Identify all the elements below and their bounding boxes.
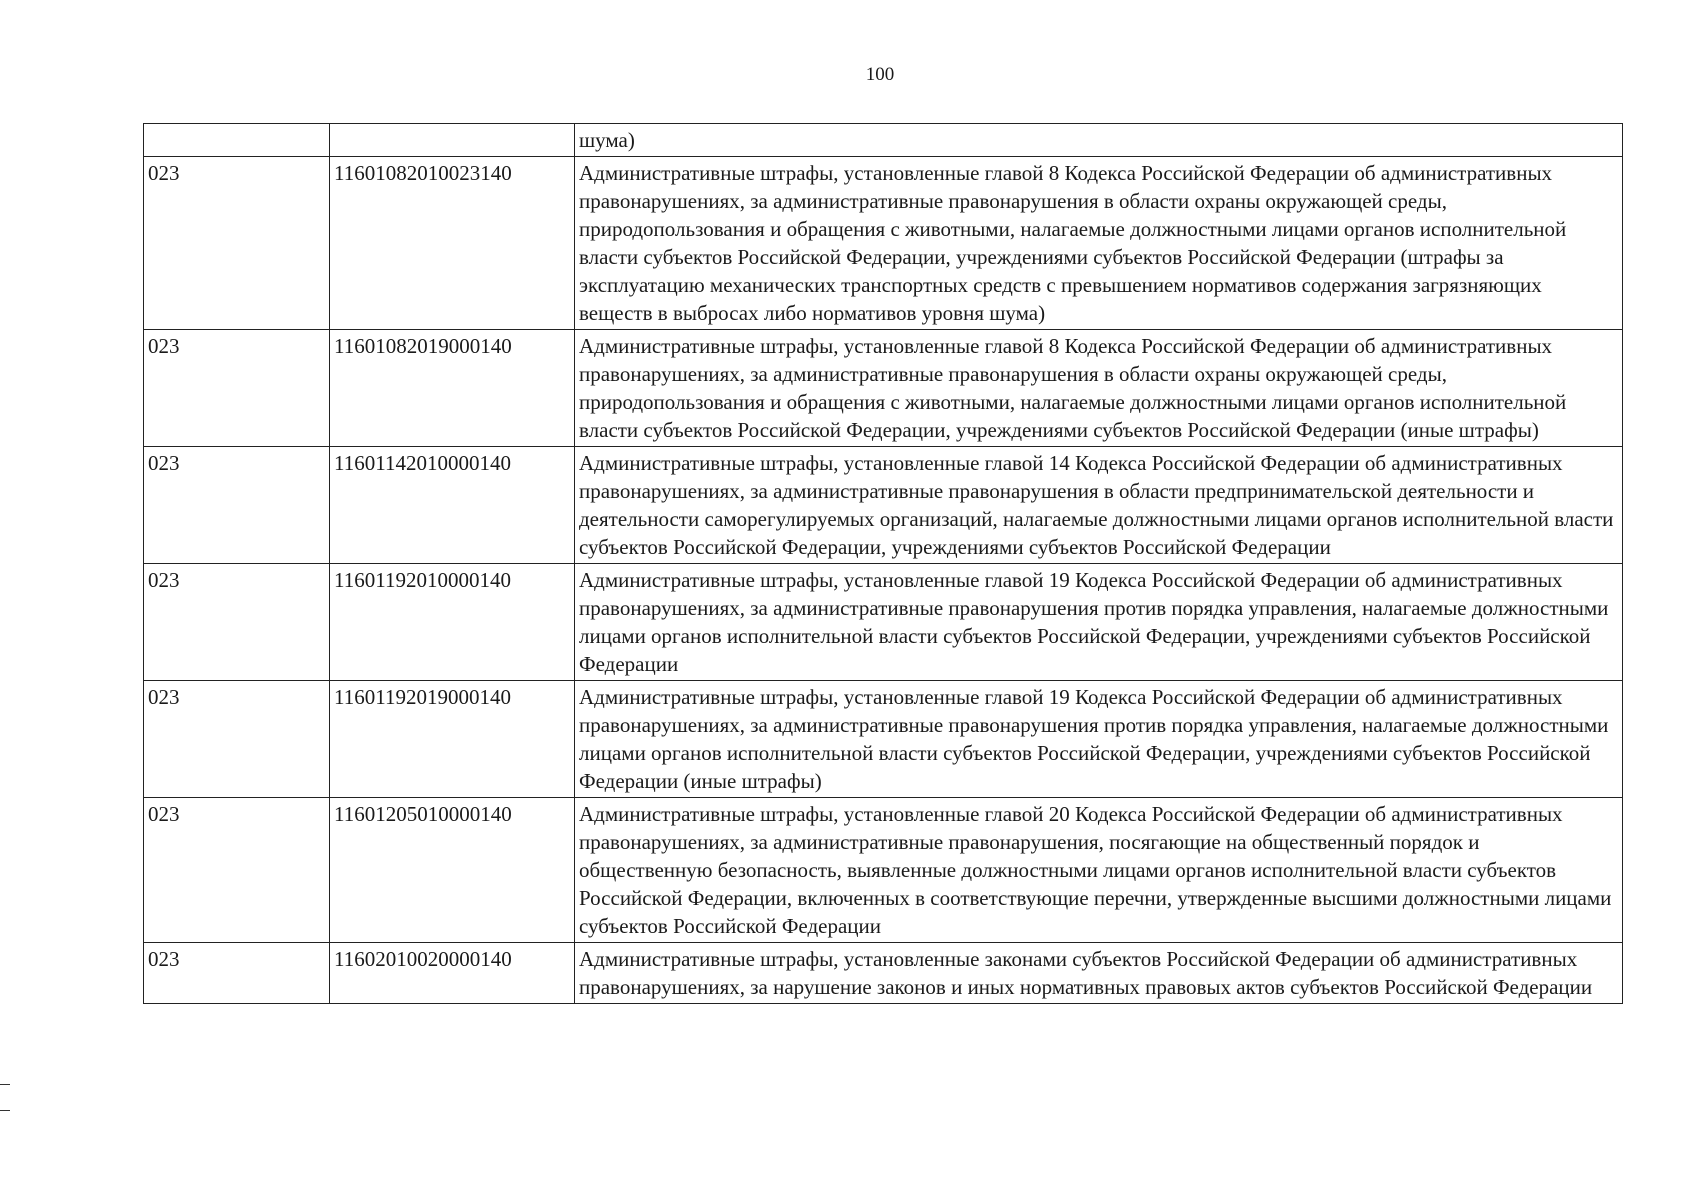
description-cell: Административные штрафы, установленные главой 19 Кодекса Российской Федерации об административных правонарушениях, за административные правонарушения против порядка управления, налагаемые должностными лицами органов исполнительной власти субъектов Российской Федерации, учреждениями субъектов Российской Федерации: [575, 564, 1623, 681]
budget-code-cell: 11601082019000140: [330, 330, 575, 447]
table-row: [144, 798, 1623, 943]
admin-code-cell: 023: [144, 157, 330, 330]
admin-code-cell: 023: [144, 681, 330, 798]
admin-code-cell: 023: [144, 798, 330, 943]
margin-mark: [0, 1084, 10, 1085]
budget-code-cell: 11602010020000140: [330, 943, 575, 1004]
budget-code-cell: 11601192019000140: [330, 681, 575, 798]
table-row: [144, 447, 1623, 564]
admin-code-cell: 023: [144, 564, 330, 681]
budget-codes-table: [143, 123, 1623, 1004]
admin-code-cell: 023: [144, 330, 330, 447]
admin-code-cell: 023: [144, 943, 330, 1004]
budget-code-cell: 11601192010000140: [330, 564, 575, 681]
table-row: [144, 943, 1623, 1004]
page-number: 100: [865, 64, 895, 85]
admin-code-cell: 023: [144, 447, 330, 564]
budget-code-cell: 11601142010000140: [330, 447, 575, 564]
admin-code-cell: [144, 124, 330, 157]
description-cell: шума): [575, 124, 1623, 157]
table-row: [144, 330, 1623, 447]
description-cell: Административные штрафы, установленные законами субъектов Российской Федерации об административных правонарушениях, за нарушение законов и иных нормативных правовых актов субъектов Российской Федерации: [575, 943, 1623, 1004]
description-cell: Административные штрафы, установленные главой 8 Кодекса Российской Федерации об административных правонарушениях, за административные правонарушения в области охраны окружающей среды, природопользования и обращения с животными, налагаемые должностными лицами органов исполнительной власти субъектов Российской Федерации, учреждениями субъектов Российской Федерации (иные штрафы): [575, 330, 1623, 447]
margin-mark: [0, 1110, 10, 1111]
table-row: [144, 124, 1623, 157]
description-cell: Административные штрафы, установленные главой 8 Кодекса Российской Федерации об административных правонарушениях, за административные правонарушения в области охраны окружающей среды, природопользования и обращения с животными, налагаемые должностными лицами органов исполнительной власти субъектов Российской Федерации, учреждениями субъектов Российской Федерации (штрафы за эксплуатацию механических транспортных средств с превышением нормативов содержания загрязняющих веществ в выбросах либо нормативов уровня шума): [575, 157, 1623, 330]
budget-code-cell: [330, 124, 575, 157]
table-row: [144, 564, 1623, 681]
budget-code-cell: 11601082010023140: [330, 157, 575, 330]
description-cell: Административные штрафы, установленные главой 20 Кодекса Российской Федерации об административных правонарушениях, за административные правонарушения, посягающие на общественный порядок и общественную безопасность, выявленные должностными лицами органов исполнительной власти субъектов Российской Федерации, включенных в соответствующие перечни, утвержденные высшими должностными лицами субъектов Российской Федерации: [575, 798, 1623, 943]
description-cell: Административные штрафы, установленные главой 14 Кодекса Российской Федерации об административных правонарушениях, за административные правонарушения в области предпринимательской деятельности и деятельности саморегулируемых организаций, налагаемые должностными лицами органов исполнительной власти субъектов Российской Федерации, учреждениями субъектов Российской Федерации: [575, 447, 1623, 564]
description-cell: Административные штрафы, установленные главой 19 Кодекса Российской Федерации об административных правонарушениях, за административные правонарушения против порядка управления, налагаемые должностными лицами органов исполнительной власти субъектов Российской Федерации, учреждениями субъектов Российской Федерации (иные штрафы): [575, 681, 1623, 798]
table-row: [144, 157, 1623, 330]
budget-code-cell: 11601205010000140: [330, 798, 575, 943]
table-row: [144, 681, 1623, 798]
